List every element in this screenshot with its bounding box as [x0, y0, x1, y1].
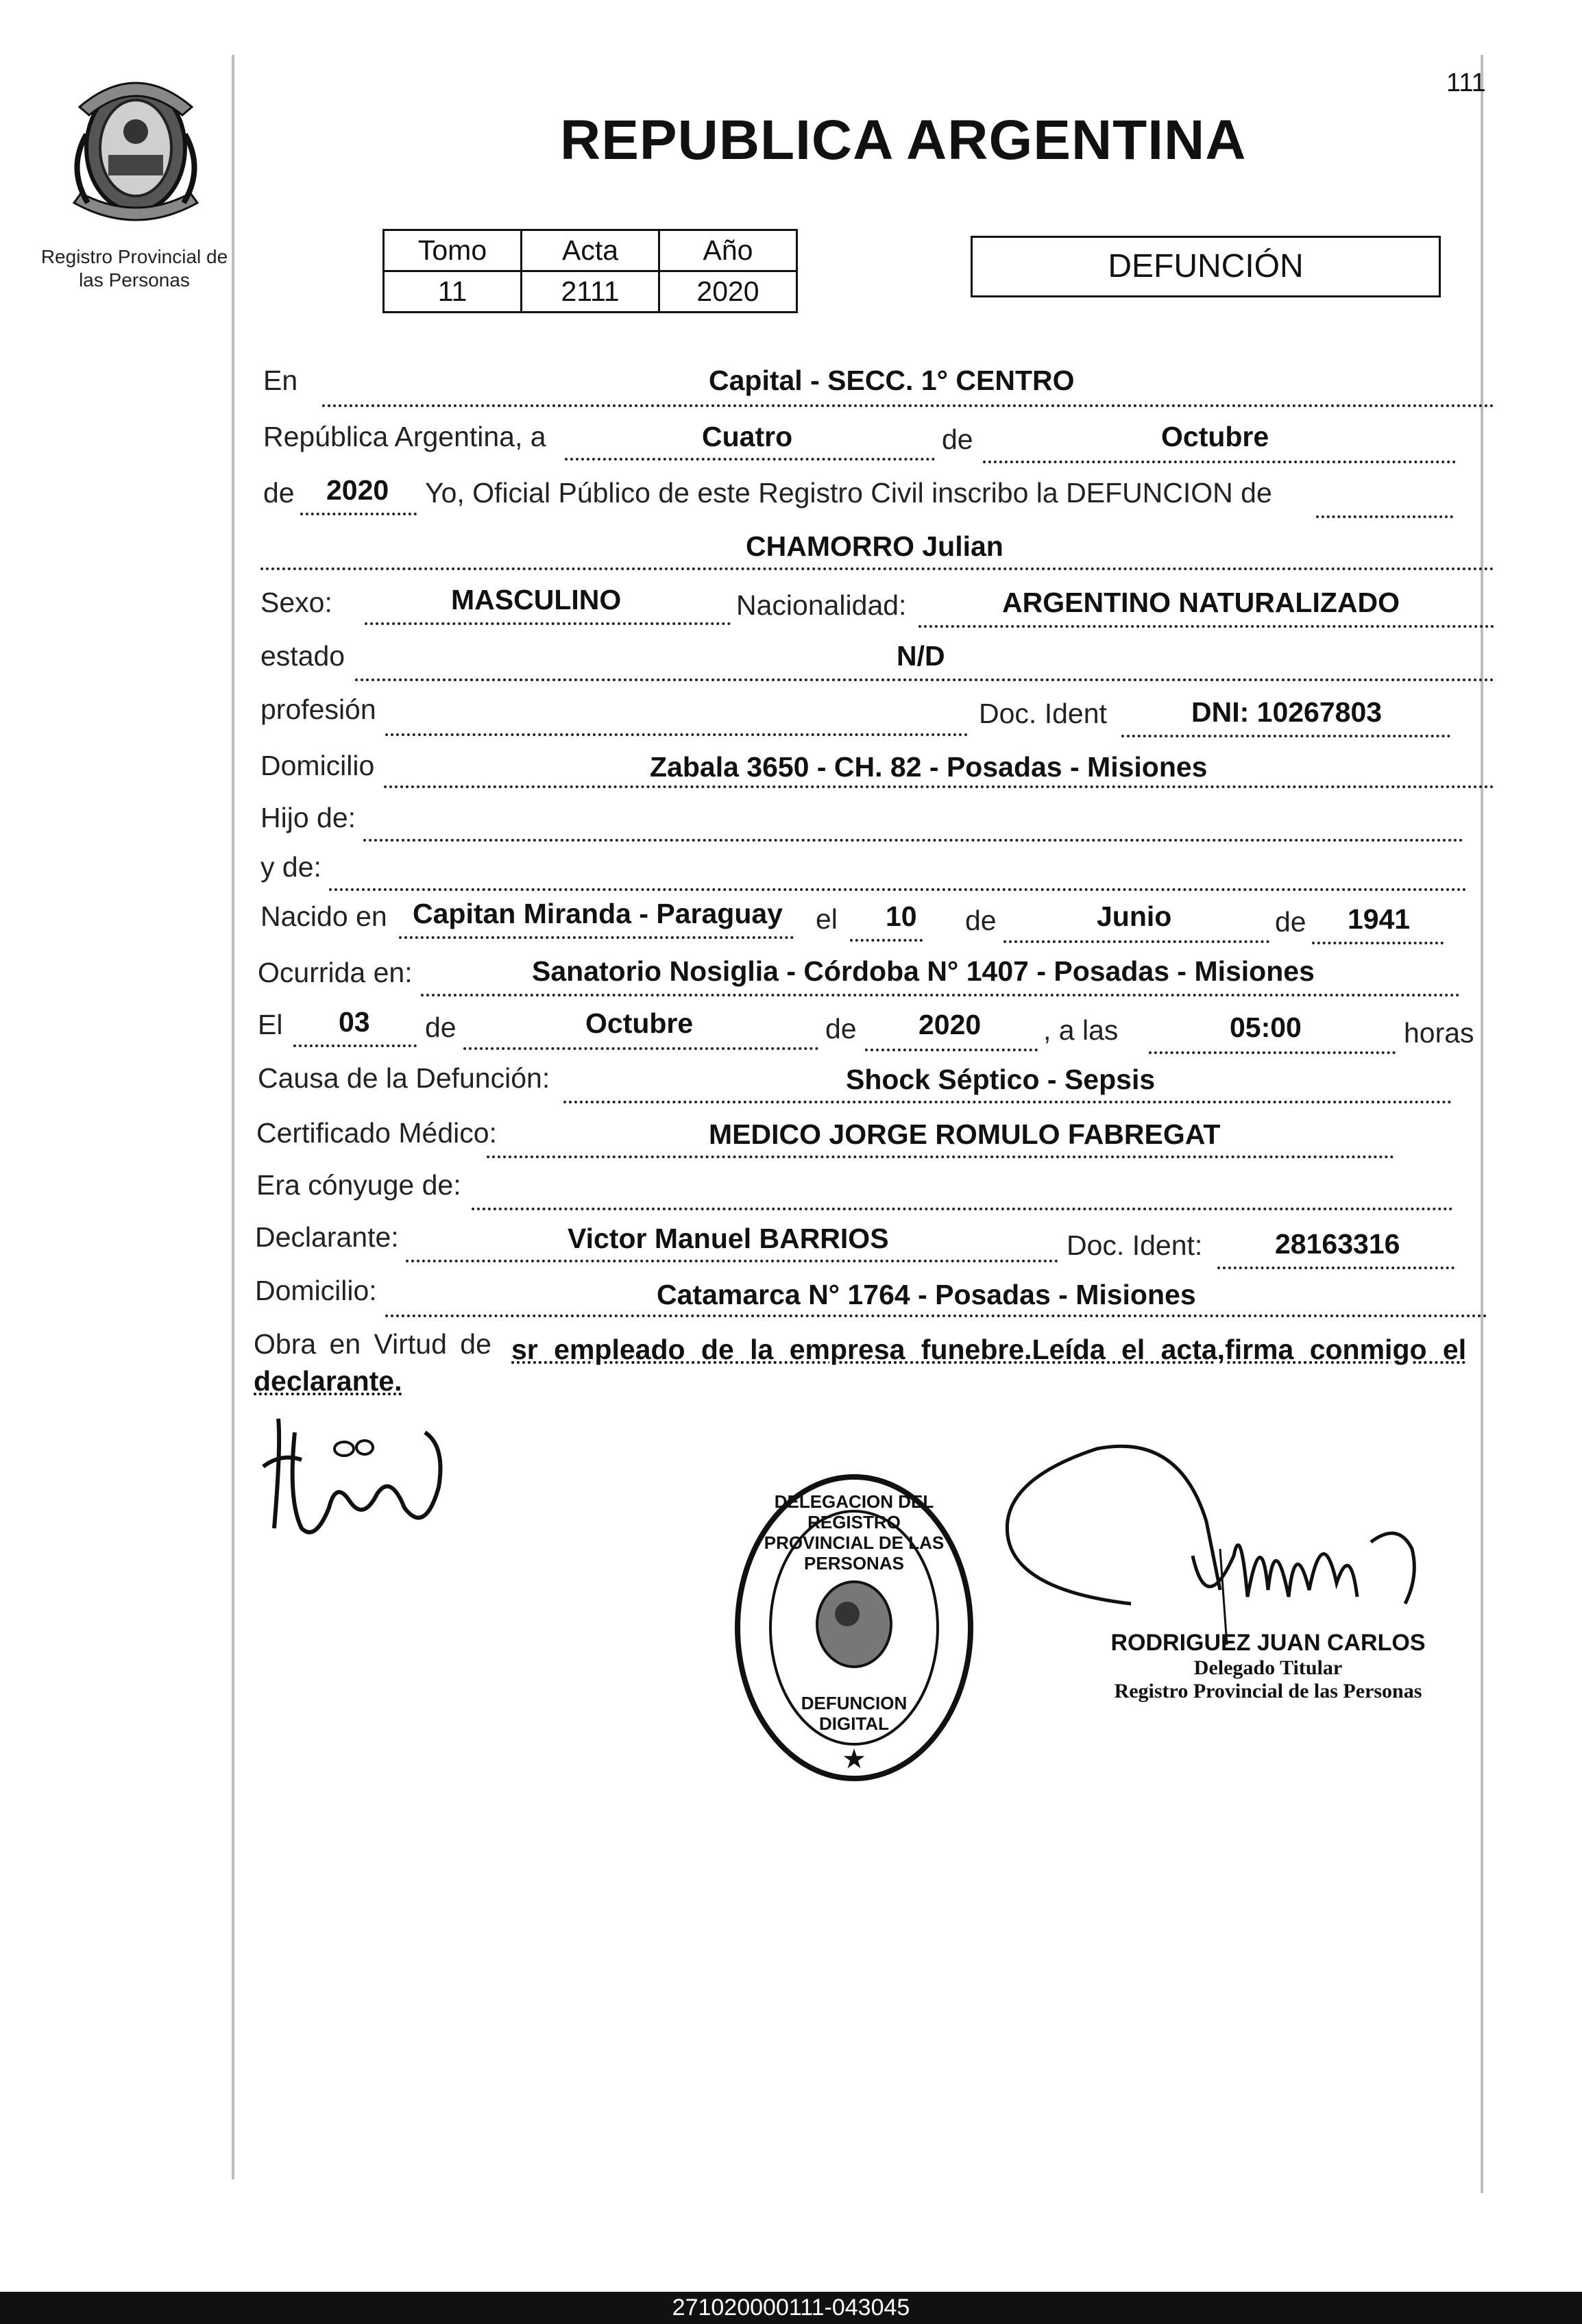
dotted-line: [565, 458, 935, 461]
registry-name: [25, 245, 244, 292]
value-doc-ident: DNI: 10267803: [1191, 696, 1383, 728]
value-declarante: Victor Manuel BARRIOS: [568, 1223, 889, 1254]
dotted-line: [1003, 940, 1269, 943]
value-sexo: MASCULINO: [451, 584, 622, 615]
value-declarante-doc: 28163316: [1275, 1228, 1400, 1260]
value-hora: 05:00: [1230, 1012, 1302, 1043]
value-nacido-mes: Junio: [1097, 901, 1172, 932]
label-horas: horas: [1404, 1017, 1474, 1049]
label-nacionalidad: Nacionalidad:: [736, 589, 907, 621]
value-nacido-dia: 10: [886, 901, 917, 932]
label-el: el: [816, 903, 838, 935]
dotted-line: [399, 936, 794, 939]
label-doc-ident: Doc. Ident: [979, 698, 1107, 729]
dotted-line: [300, 513, 417, 515]
label-causa: Causa de la Defunción:: [258, 1062, 550, 1094]
tomo-value: 11: [384, 271, 522, 313]
label-y-de: y de:: [260, 851, 321, 883]
page-number: 111: [1446, 69, 1486, 97]
label-en: En: [263, 365, 298, 396]
dotted-line: [406, 1260, 1058, 1262]
value-estado: N/D: [897, 640, 945, 672]
label-de-f1: de: [425, 1012, 457, 1043]
label-de: de: [942, 424, 973, 455]
footer-bar: [0, 2292, 1582, 2324]
dotted-line: [1217, 1267, 1455, 1269]
label-oficial: Yo, Oficial Público de este Registro Civil inscribo la DEFUNCION de: [425, 477, 1272, 509]
label-republica: República Argentina, a: [263, 421, 546, 452]
value-declarante-domicilio: Catamarca N° 1764 - Posadas - Misiones: [657, 1279, 1196, 1310]
dotted-line: [463, 1047, 818, 1050]
value-dia: Cuatro: [702, 421, 793, 452]
value-nacido-lugar: Capitan Miranda - Paraguay: [413, 898, 783, 929]
value-obra-line2: declarante.: [254, 1365, 402, 1397]
value-nacido-anio: 1941: [1348, 903, 1411, 935]
label-hijo-de: Hijo de:: [260, 802, 356, 833]
registry-stamp: [731, 1467, 977, 1789]
label-sexo: Sexo:: [260, 587, 332, 618]
value-fecha-dia: 03: [339, 1006, 370, 1038]
dotted-line: [487, 1155, 1394, 1158]
barcode-text: 271020000111-043045: [672, 2295, 910, 2321]
value-nombre: CHAMORRO Julian: [746, 530, 1003, 562]
dotted-line: [363, 839, 1463, 842]
anio-label: Año: [659, 230, 797, 271]
dotted-line: [421, 994, 1460, 996]
declarant-signature: [254, 1405, 459, 1542]
registry-line2: las Personas: [79, 269, 190, 291]
left-margin-line: [232, 55, 234, 2179]
record-table: [382, 229, 798, 313]
value-anio: 2020: [326, 474, 389, 506]
official-role: Delegado Titular: [1193, 1656, 1343, 1679]
label-nacido-en: Nacido en: [260, 901, 387, 932]
label-declarante: Declarante:: [255, 1221, 399, 1253]
value-lugar: Capital - SECC. 1° CENTRO: [709, 365, 1075, 396]
tomo-label: Tomo: [384, 230, 522, 271]
document-title: REPUBLICA ARGENTINA: [560, 109, 1247, 171]
label-domicilio: Domicilio: [260, 750, 375, 781]
dotted-line: [1312, 942, 1444, 944]
label-de-f2: de: [825, 1013, 857, 1044]
value-nacionalidad: ARGENTINO NATURALIZADO: [1002, 587, 1400, 618]
dotted-line: [1121, 735, 1450, 737]
value-causa: Shock Séptico - Sepsis: [846, 1064, 1156, 1095]
dotted-line: [385, 1314, 1487, 1317]
label-de-nac1: de: [965, 905, 997, 936]
document-type: DEFUNCIÓN: [971, 236, 1441, 297]
official-block: [1090, 1630, 1446, 1703]
dotted-line: [293, 1044, 417, 1047]
dotted-line: [918, 625, 1494, 628]
label-domicilio-2: Domicilio:: [255, 1275, 377, 1306]
registry-line1: Registro Provincial de: [40, 246, 228, 267]
label-estado: estado: [260, 640, 345, 672]
label-profesion: profesión: [260, 694, 376, 725]
official-signature: [1001, 1439, 1453, 1645]
dotted-line: [983, 461, 1456, 463]
label-a-las: , a las: [1043, 1014, 1119, 1046]
value-fecha-mes: Octubre: [585, 1007, 694, 1039]
label-ocurrida-en: Ocurrida en:: [258, 957, 413, 988]
dotted-line: [1149, 1051, 1396, 1054]
acta-value: 2111: [522, 271, 659, 313]
label-de-nac2: de: [1275, 906, 1306, 938]
dotted-line: [365, 622, 731, 625]
dotted-line: [385, 733, 968, 736]
label-el-fecha: El: [258, 1009, 283, 1040]
label-de-anio: de: [263, 477, 295, 509]
value-fecha-anio: 2020: [918, 1009, 982, 1040]
label-conyuge: Era cónyuge de:: [256, 1169, 461, 1201]
dotted-line: [563, 1101, 1452, 1103]
dotted-line: [355, 678, 1494, 681]
label-certificado: Certificado Médico:: [256, 1117, 497, 1149]
label-doc-ident-2: Doc. Ident:: [1067, 1230, 1203, 1261]
dotted-line: [472, 1208, 1453, 1210]
label-obra: Obra en Virtud de: [254, 1328, 491, 1360]
dotted-line: [322, 404, 1494, 407]
stamp-outer-text: DELEGACION DEL REGISTRO PROVINCIAL DE LAS PERSONAS: [764, 1491, 945, 1574]
acta-label: Acta: [522, 230, 659, 271]
province-crest: [60, 66, 211, 237]
right-margin-line: [1481, 55, 1483, 2193]
value-certificado: MEDICO JORGE ROMULO FABREGAT: [709, 1118, 1221, 1150]
official-office: Registro Provincial de las Personas: [1114, 1680, 1422, 1702]
dotted-line: [260, 567, 1494, 570]
dotted-line: [850, 939, 923, 942]
official-name: RODRIGUEZ JUAN CARLOS: [1110, 1630, 1426, 1656]
stamp-inner-text: DEFUNCION DIGITAL: [801, 1693, 908, 1734]
svg-text:★: ★: [842, 1744, 866, 1775]
value-ocurrida: Sanatorio Nosiglia - Córdoba N° 1407 - Posadas - Misiones: [532, 955, 1315, 987]
value-domicilio: Zabala 3650 - CH. 82 - Posadas - Misiones: [650, 751, 1208, 783]
dotted-line: [865, 1049, 1038, 1051]
dotted-line: [329, 888, 1467, 891]
anio-value: 2020: [659, 271, 797, 313]
value-mes: Octubre: [1161, 421, 1269, 452]
dotted-line: [384, 785, 1494, 788]
dotted-line: [1316, 515, 1453, 518]
value-obra-line1: sr empleado de la empresa funebre.Leída el acta,firma conmigo el: [511, 1334, 1467, 1365]
